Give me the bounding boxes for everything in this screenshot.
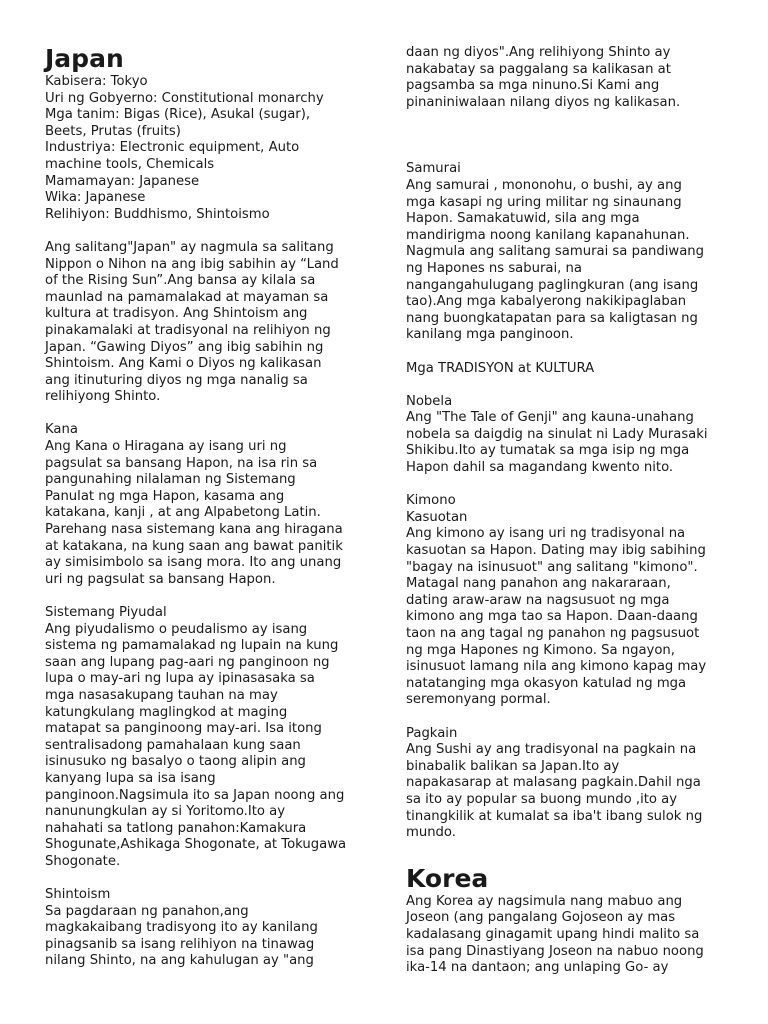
kimono-heading: Kimono Kasuotan xyxy=(406,493,468,525)
fact-government: Uri ng Gobyerno: Constitutional monarchy xyxy=(45,90,324,106)
pagkain-heading: Pagkain xyxy=(406,725,458,741)
fact-capital: Kabisera: Tokyo xyxy=(45,74,148,89)
left-column xyxy=(45,44,367,970)
right-column xyxy=(406,45,726,977)
kana-paragraph: Ang Kana o Hiragana ay isang uri ng pagsulat sa bansang Hapon, na isa rin sa pangunahing nilalaman ng Sistemang Panulat ng mga Hapon, kasama ang katakana, kanji , at ang Alpabetong Latin. Parehang nasa sistemang kana ang hiragana at katakana, na kung saan ang bawat panitik ay simisimbolo sa isang mora. Ito ang unang uri ng pagsulat sa bansang Hapon. xyxy=(45,439,343,587)
japan-intro-paragraph: Ang salitang"Japan" ay nagmula sa salitang Nippon o Nihon na ang ibig sabihin ay “Land of the Rising Sun”.Ang bansa ay kilala sa maunlad na pamamalakad at mayaman sa kultura at tradisyon. Ang Shintoism ang pinakamalaki at tradisyonal na relihiyon ng Japan. “Gawing Diyos” ang ibig sabihin ng Shintoism. Ang Kami o Diyos ng kalikasan ang itinuturing diyos ng mga nanalig sa relihiyong Shinto. xyxy=(45,239,339,405)
samurai-heading: Samurai xyxy=(406,161,461,177)
fact-people: Mamamayan: Japanese xyxy=(45,173,200,189)
fact-crops: Mga tanim: Bigas (Rice), Asukal (sugar), Beets, Prutas (fruits) xyxy=(45,107,311,139)
piyudal-paragraph: Ang piyudalismo o peudalismo ay isang sistema ng pamamalakad ng lupain na kung saan ang lupang pag-aari ng panginoon ng lupa o may-ari ng lupa ay ipinasasaka sa mga nasasakupang tauhan na may katungkulang maglingkod at maging matapat sa panginoong may-ari. Isa itong sentralisadong pamahalaan kung saan isinusuko ng basalyo o taong alipin ang kanyang lupa sa isa isang panginoon.Nagsimula ito sa Japan noong ang nanunungkulan ay si Yoritomo.Ito ay nahahati sa tatlong panahon:Kamakura Shogunate,Ashikaga Shogonate, at Tokugawa Shogonate. xyxy=(45,621,347,869)
kimono-paragraph: Ang kimono ay isang uri ng tradisyonal na kasuotan sa Hapon. Dating may ibig sabihing "bagay na isinusuot" ang salitang "kimono". Matagal nang panahon ang nakararaan, dating araw-araw na nagsusuot ng mga kimono ang mga tao sa Hapon. Daan-daang taon na ang tagal ng panahon ng pagsusuot ng mga Hapones ng Kimono. Sa ngayon, isinusuot lamang nila ang kimono kapag may natatanging mga okasyon katulad ng mga seremonyang pormal. xyxy=(406,526,707,708)
shintoism-paragraph: Sa pagdaraan ng panahon,ang magkakaibang tradisyong ito ay kanilang pinagsanib sa isang relihiyon na tinawag nilang Shinto, na ang kahulugan ay "ang xyxy=(45,903,318,969)
fact-religion: Relihiyon: Buddhismo, Shintoismo xyxy=(45,206,270,222)
kana-heading: Kana xyxy=(45,422,78,438)
shinto-continuation-paragraph: daan ng diyos".Ang relihiyong Shinto ay nakabatay sa paggalang sa kalikasan at pagsamba sa mga ninuno.Si Kami ang pinaniniwalaan nilang diyos ng kalikasan. xyxy=(406,45,681,110)
piyudal-heading: Sistemang Piyudal xyxy=(45,605,167,620)
fact-industry: Industriya: Electronic equipment, Auto machine tools, Chemicals xyxy=(45,140,300,172)
tradisyon-heading: Mga TRADISYON at KULTURA xyxy=(406,360,595,376)
pagkain-paragraph: Ang Sushi ay ang tradisyonal na pagkain na binabalik balikan sa Japan.Ito ay napakasarap at malasang pagkain.Dahil nga sa ito ay popular sa buong mundo ,ito ay tinangkilik at kumalat sa iba't ibang sulok ng mundo. xyxy=(406,742,703,841)
shintoism-heading: Shintoism xyxy=(45,887,111,903)
japan-title: Japan xyxy=(45,44,124,73)
fact-language: Wika: Japanese xyxy=(45,190,146,206)
nobela-heading: Nobela xyxy=(406,393,453,409)
nobela-paragraph: Ang "The Tale of Genji" ang kauna-unahang nobela sa daigdig na sinulat ni Lady Murasaki Shikibu.Ito ay tumatak sa mga isip ng mga Hapon dahil sa magandang kwento nito. xyxy=(406,410,708,476)
korea-title: Korea xyxy=(406,863,489,893)
samurai-paragraph: Ang samurai , mononohu, o bushi, ay ang mga kasapi ng uring militar ng sinaunang Hapon. Samakatuwid, sila ang mga mandirigma noong kanilang kapanahunan. Nagmula ang salitang samurai sa pandiwang ng Hapones ns saburai, na nangangahulugang paglingkuran (ang isang tao).Ang mga kabalyerong nakikipaglaban nang buongkatapatan para sa kaligtasan ng kanilang mga panginoon. xyxy=(406,177,705,343)
korea-paragraph: Ang Korea ay nagsimula nang mabuo ang Joseon (ang pangalang Gojoseon ay mas kadalasang ginagamit upang hindi malito sa isa pang Dinastiyang Joseon na nabuo noong ika-14 na dantaon; ang unlaping Go- ay xyxy=(406,893,704,976)
